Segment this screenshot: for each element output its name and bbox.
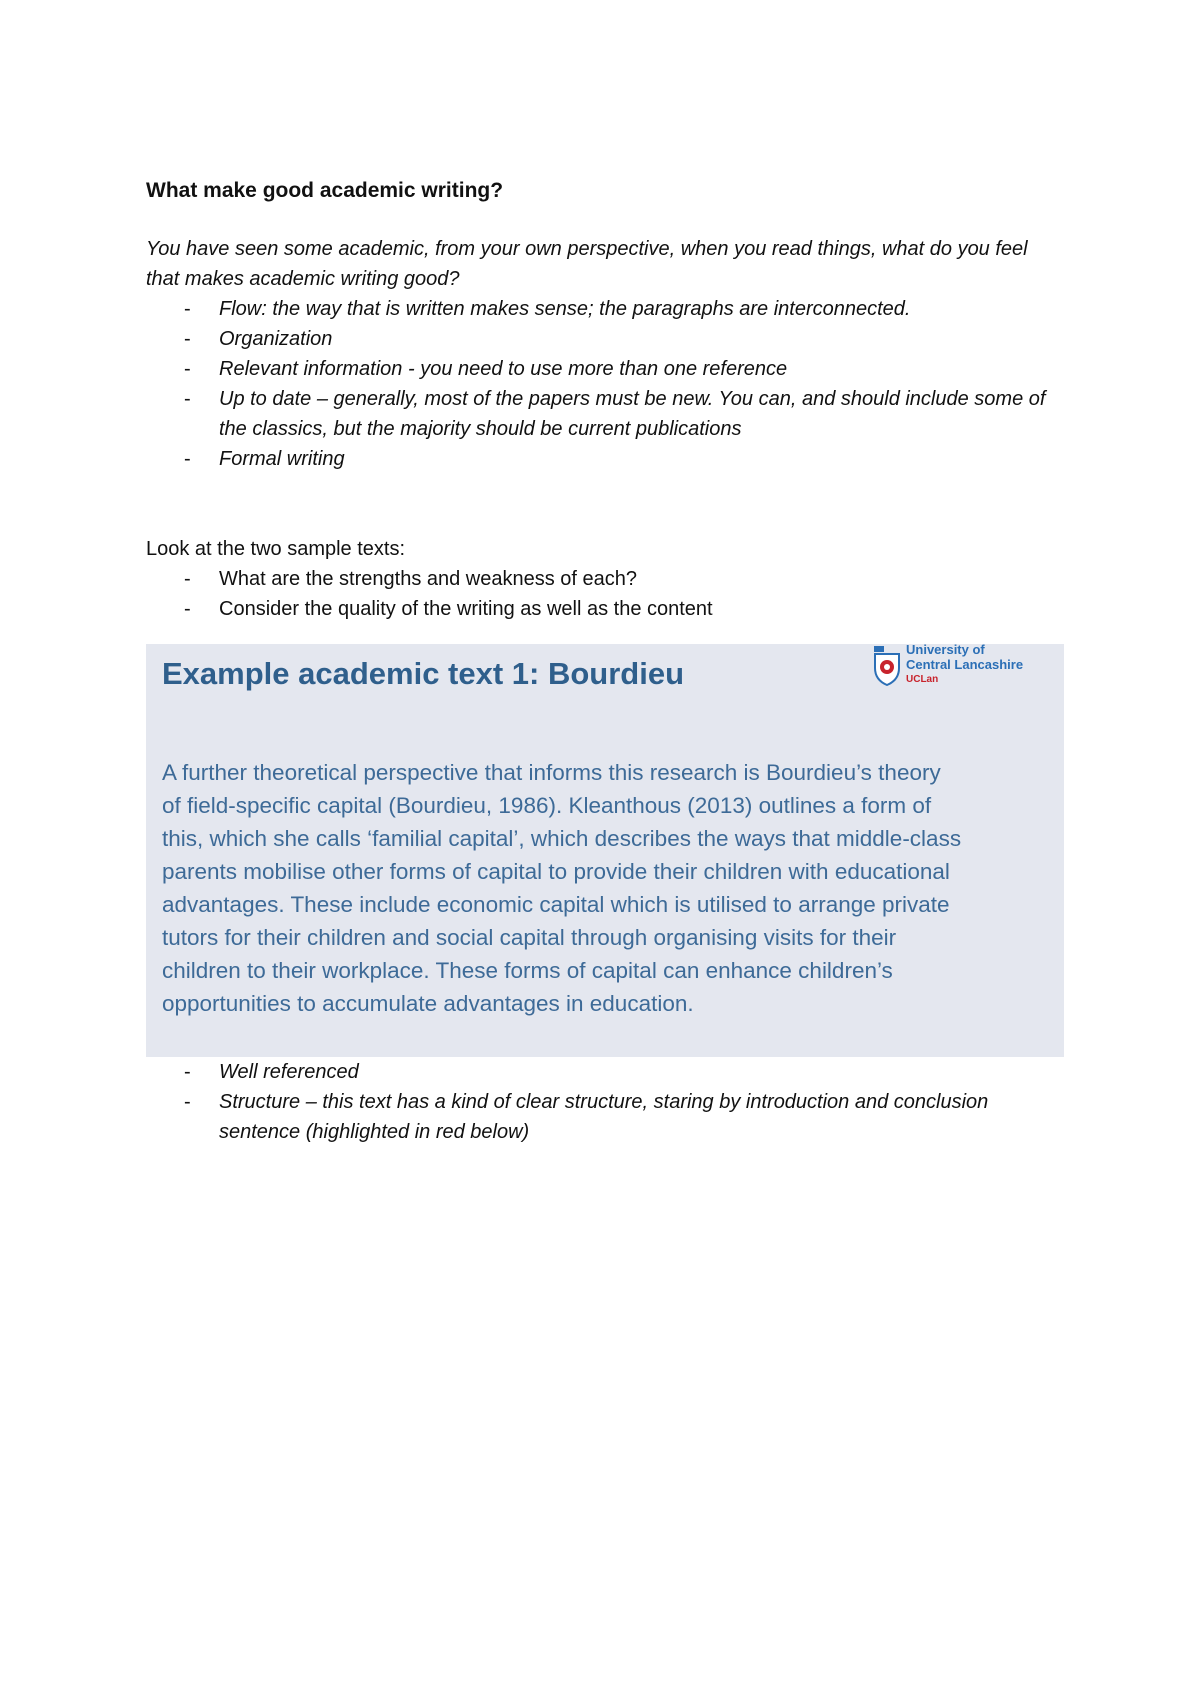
dash-bullet: - <box>184 1061 191 1083</box>
list-item-text: Flow: the way that is written makes sense; the paragraphs are interconnected. <box>219 298 911 320</box>
list-item <box>146 384 1066 444</box>
dash-bullet: - <box>184 598 191 620</box>
sample-texts-heading: Look at the two sample texts: <box>146 538 406 560</box>
logo-line: Central Lancashire <box>906 657 1024 672</box>
slide-body-text: A further theoretical perspective that informs this research is Bourdieu’s theory of field-specific capital (Bourdieu, 1986). Kleanthous (2013) outlines a form of this, which she calls ‘familial capital’, which describes the ways that middle-class parents mobilise other forms of capital to provide their children with educational advantages. These include economic capital which is utilised to arrange private tutors for their children and social capital through organising visits for their children to their workplace. These forms of capital can enhance children’s opportunities to accumulate advantages in education. <box>162 760 962 1016</box>
dash-bullet: - <box>184 328 191 350</box>
list-item <box>146 294 1066 324</box>
document-content <box>146 176 1066 1147</box>
list-item <box>146 1057 1066 1087</box>
list-item-text: Relevant information - you need to use more than one reference <box>219 358 788 380</box>
page-title: What make good academic writing? <box>146 179 504 202</box>
list-item <box>146 1087 1066 1147</box>
list-item-text: Formal writing <box>219 448 345 470</box>
dash-bullet: - <box>184 448 191 470</box>
list-item <box>146 354 1066 384</box>
list-item-text: Structure – this text has a kind of clear structure, staring by introduction and conclusion sentence (highlighted in red below) <box>219 1091 989 1143</box>
list-item-text: Consider the quality of the writing as well as the content <box>219 598 713 620</box>
list-item <box>146 564 1066 594</box>
intro-question: You have seen some academic, from your own perspective, when you read things, what do you feel that makes academic writing good? <box>146 238 1028 290</box>
logo-line: UCLan <box>906 674 939 685</box>
qualities-list <box>146 294 1066 474</box>
dash-bullet: - <box>184 298 191 320</box>
university-crest-icon <box>872 646 902 686</box>
list-item-text: Organization <box>219 328 333 350</box>
slide-title: Example academic text 1: Bourdieu <box>162 656 685 691</box>
spacer <box>146 474 1066 534</box>
list-item <box>146 444 1066 474</box>
logo-wordmark <box>906 642 1023 687</box>
list-item <box>146 324 1066 354</box>
tasks-list <box>146 564 1066 624</box>
dash-bullet: - <box>184 388 191 410</box>
dash-bullet: - <box>184 1091 191 1113</box>
dash-bullet: - <box>184 358 191 380</box>
list-item-text: What are the strengths and weakness of each? <box>219 568 638 590</box>
university-logo <box>872 644 1032 688</box>
example-slide-image <box>146 644 1064 1057</box>
observations-list <box>146 1057 1066 1147</box>
list-item <box>146 594 1066 624</box>
list-item-text: Well referenced <box>219 1061 359 1083</box>
dash-bullet: - <box>184 568 191 590</box>
list-item-text: Up to date – generally, most of the papers must be new. You can, and should include some of the classics, but the majority should be current publications <box>219 388 1046 440</box>
logo-line: University of <box>906 642 985 657</box>
